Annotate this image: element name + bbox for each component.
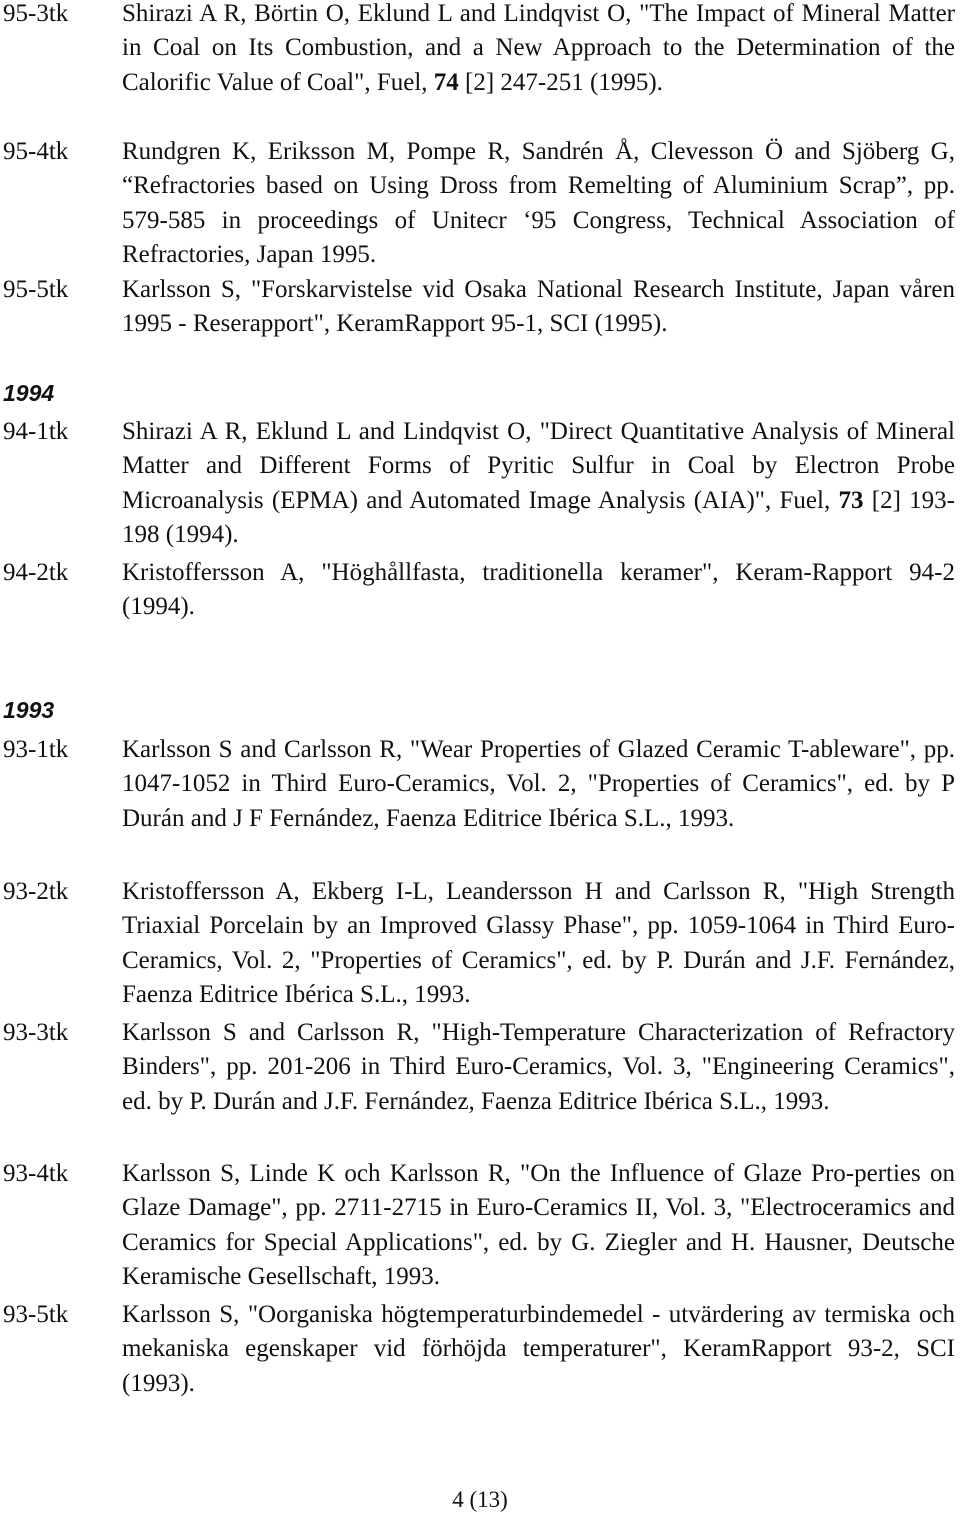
reference-code: 93-5tk <box>3 1301 69 1328</box>
reference-text: Shirazi A R, Börtin O, Eklund L and Lindqvist O, "The Impact of Mineral Matter in Coal on Its Combustion, and a New Approach to the Determination of the Calorific Value of Coal", Fuel, 74 [2] 247-251 (1995). <box>122 0 955 96</box>
year-heading: 1994 <box>3 380 55 406</box>
reference-text: Karlsson S, "Forskarvistelse vid Osaka National Research Institute, Japan våren 1995 - Reserapport", KeramRapport 95-1, SCI (1995). <box>122 276 955 338</box>
reference-text: Shirazi A R, Eklund L and Lindqvist O, "Direct Quantitative Analysis of Mineral Matter and Different Forms of Pyritic Sulfur in Coal by Electron Probe Microanalysis (EPMA) and Automated Image Analysis (AIA)", Fuel, 73 [2] 193-198 (1994). <box>122 418 955 549</box>
reference-text: Rundgren K, Eriksson M, Pompe R, Sandrén Å, Clevesson Ö and Sjöberg G, “Refractories based on Using Dross from Remelting of Aluminium Scrap”, pp. 579-585 in proceedings of Unitecr ‘95 Congress, Technical Association of Refractories, Japan 1995. <box>122 138 955 269</box>
reference-text: Karlsson S and Carlsson R, "High-Temperature Characterization of Refractory Binders", pp. 201-206 in Third Euro-Ceramics, Vol. 3, "Engineering Ceramics", ed. by P. Durán and J.F. Fernández, Faenza Editrice Ibérica S.L., 1993. <box>122 1019 955 1115</box>
reference-text: Karlsson S, "Oorganiska högtemperaturbindemedel - utvärdering av termiska och mekaniska egenskaper vid förhöjda temperaturer", KeramRapport 93-2, SCI (1993). <box>122 1301 955 1397</box>
year-heading: 1993 <box>3 697 55 723</box>
reference-code: 93-3tk <box>3 1019 69 1046</box>
reference-code: 94-2tk <box>3 559 69 586</box>
page-number: 4 (13) <box>452 1487 508 1512</box>
reference-code: 95-4tk <box>3 138 69 165</box>
reference-text: Karlsson S, Linde K och Karlsson R, "On the Influence of Glaze Pro-perties on Glaze Damage", pp. 2711-2715 in Euro-Ceramics II, Vol. 3, "Electroceramics and Ceramics for Special Applications", ed. by G. Ziegler and H. Hausner, Deutsche Keramische Gesellschaft, 1993. <box>122 1160 955 1291</box>
reference-text: Kristoffersson A, "Höghållfasta, traditionella keramer", Keram-Rapport 94-2 (1994). <box>122 559 955 621</box>
reference-code: 95-5tk <box>3 276 69 303</box>
reference-code: 93-4tk <box>3 1160 69 1187</box>
reference-code: 93-2tk <box>3 878 69 905</box>
reference-code: 93-1tk <box>3 736 69 763</box>
reference-text: Kristoffersson A, Ekberg I-L, Leandersson H and Carlsson R, "High Strength Triaxial Porcelain by an Improved Glassy Phase", pp. 1059-1064 in Third Euro-Ceramics, Vol. 2, "Properties of Ceramics", ed. by P. Durán and J.F. Fernández, Faenza Editrice Ibérica S.L., 1993. <box>122 878 955 1009</box>
reference-code: 95-3tk <box>3 0 69 27</box>
reference-code: 94-1tk <box>3 418 69 445</box>
reference-text: Karlsson S and Carlsson R, "Wear Properties of Glazed Ceramic T-ableware", pp. 1047-1052 in Third Euro-Ceramics, Vol. 2, "Properties of Ceramics", ed. by P Durán and J F Fernández, Faenza Editrice Ibérica S.L., 1993. <box>122 736 955 832</box>
